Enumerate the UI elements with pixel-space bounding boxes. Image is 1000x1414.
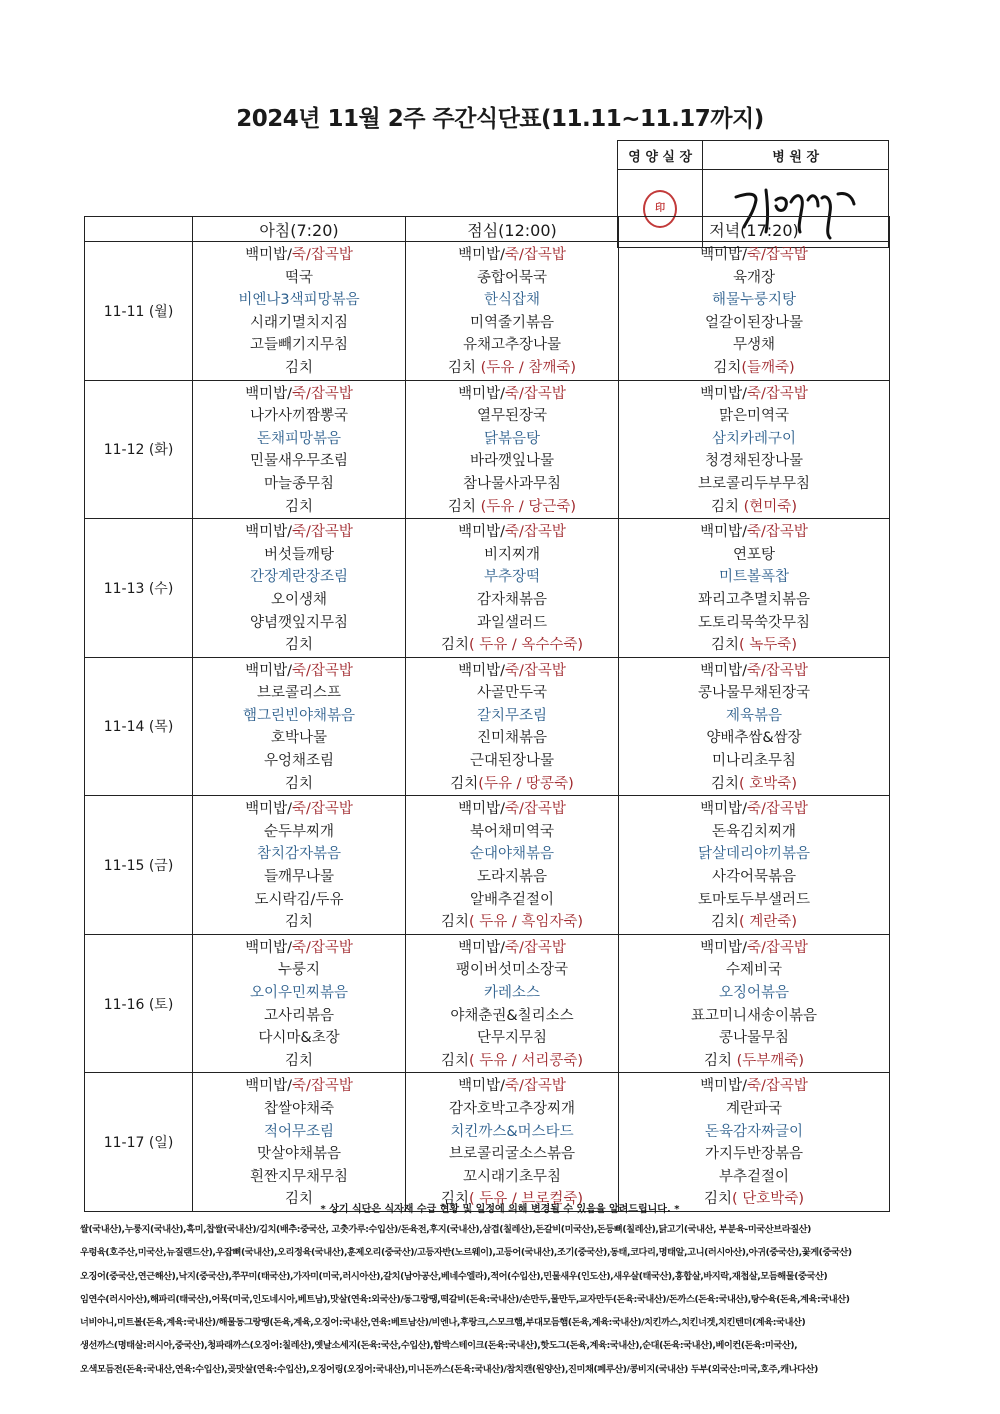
kimchi: 김치 — [704, 1191, 733, 1208]
kimchi: 김치 — [284, 775, 313, 792]
rice-main: 백미밥/ — [700, 524, 747, 541]
dish-item: 고사리볶음 — [263, 1007, 335, 1024]
dish-item: 나가사끼짬뽕국 — [249, 408, 349, 425]
porridge-option: ( 두유 / 흑임자죽) — [468, 914, 584, 931]
day-row — [85, 796, 890, 935]
rice-main: 백미밥/ — [700, 1078, 747, 1095]
dish-item: 도토리묵쑥갓무침 — [697, 614, 811, 631]
dish-item: 부추겉절이 — [718, 1168, 790, 1185]
dish-item: 시래기멸치지짐 — [249, 314, 349, 331]
day-row — [85, 1073, 890, 1212]
dish-item: 표고미니새송이볶음 — [690, 1007, 818, 1024]
dish-item: 양념깻잎지무침 — [249, 614, 349, 631]
dish-item: 민물새우무조림 — [249, 453, 349, 470]
rice-main: 백미밥/ — [700, 939, 747, 956]
rice-line — [619, 383, 889, 406]
rice-main: 백미밥/ — [245, 247, 292, 263]
dish-item: 맑은미역국 — [718, 408, 790, 425]
kimchi-line — [619, 911, 889, 934]
kimchi-line — [193, 357, 405, 380]
main-dish: 비엔나3색피망볶음 — [238, 292, 360, 309]
rice-alt: 죽/잡곡밥 — [504, 1078, 566, 1095]
dish-item: 야채춘권&칠리소스 — [450, 1007, 574, 1024]
breakfast-cell — [193, 796, 406, 935]
breakfast-cell — [193, 242, 406, 381]
main-dish: 카레소스 — [483, 985, 541, 1001]
rice-alt: 죽/잡곡밥 — [746, 385, 808, 402]
breakfast-cell — [193, 934, 406, 1073]
rice-alt: 죽/잡곡밥 — [746, 801, 808, 818]
kimchi-line — [193, 1050, 405, 1073]
dish-item: 콩나물무침 — [718, 1030, 790, 1047]
porridge-option: (들깨죽) — [741, 359, 795, 376]
day-label: 11-12 (화) — [85, 380, 193, 519]
header-dinner: 저녁(17:20) — [619, 217, 890, 242]
rice-line — [619, 937, 889, 960]
breakfast-cell — [193, 1073, 406, 1212]
day-row — [85, 657, 890, 796]
origin-line: 임연수(러시아산),해파리(태국산),어묵(미국,인도네시아,베트남),맛살(연육:외국산)/동그랑땡,떡갈비(돈육:국내산)/손만두,물만두,교자만두(돈육:국내산)/돈까스(돈육:국내산),탕수육(돈육,계육:국내산) — [80, 1293, 850, 1305]
porridge-option: ( 두유 / 서리콩죽) — [468, 1052, 584, 1069]
porridge-option: (현미죽) — [743, 498, 797, 515]
main-dish: 적어무조림 — [263, 1123, 335, 1140]
kimchi-line — [193, 634, 405, 657]
header-lunch: 점심(12:00) — [406, 217, 619, 242]
dish-item: 콩나물무채된장국 — [697, 685, 811, 702]
porridge-option: (두유 / 땅콩죽) — [478, 775, 574, 792]
rice-main: 백미밥/ — [700, 801, 747, 818]
header-breakfast: 아침(7:20) — [193, 217, 406, 242]
dish-item: 브로콜리두부무침 — [697, 475, 811, 492]
kimchi-line — [193, 773, 405, 796]
kimchi-line — [619, 496, 889, 519]
porridge-option: (두유 / 당근죽) — [480, 498, 577, 515]
rice-main: 백미밥/ — [458, 1078, 505, 1095]
kimchi: 김치 — [711, 637, 740, 654]
dish-item: 양배추쌈&쌈장 — [706, 730, 802, 747]
day-label: 11-14 (목) — [85, 657, 193, 796]
seal-stamp: 印 — [643, 190, 677, 228]
main-dish: 해물누룽지탕 — [711, 292, 797, 309]
rice-line — [619, 1075, 889, 1098]
dish-item: 돈육김치찌개 — [711, 823, 797, 840]
kimchi: 김치 — [713, 359, 742, 376]
rice-line — [406, 521, 618, 544]
rice-main: 백미밥/ — [458, 524, 505, 541]
kimchi: 김치 — [284, 637, 313, 654]
rice-main: 백미밥/ — [458, 939, 505, 956]
rice-main: 백미밥/ — [700, 247, 747, 263]
main-dish: 순대야채볶음 — [469, 846, 555, 863]
rice-main: 백미밥/ — [458, 247, 505, 263]
rice-line — [406, 937, 618, 960]
dish-item: 근대된장나물 — [469, 753, 555, 770]
origin-line: 오색모듬전(돈육:국내산,연육:수입산),곶맛살(연육:수입산),오징어링(오징어:국내산),미니돈까스(돈육:국내산)/참치캔(원양산),진미채(페루산)/콩비지(국내산) 두부(외국산:미국,호주,캐나다산) — [80, 1363, 818, 1375]
day-row — [85, 380, 890, 519]
main-dish: 오이우민찌볶음 — [249, 985, 349, 1001]
dinner-cell — [619, 519, 890, 658]
kimchi-line — [193, 496, 405, 519]
lunch-cell — [406, 242, 619, 381]
rice-line — [406, 1075, 618, 1098]
rice-alt: 죽/잡곡밥 — [746, 247, 808, 263]
dish-item: 토마토두부샐러드 — [697, 891, 811, 908]
dish-item: 오이생채 — [270, 591, 328, 608]
rice-alt: 죽/잡곡밥 — [504, 524, 566, 541]
rice-main: 백미밥/ — [245, 801, 292, 818]
day-label: 11-13 (수) — [85, 519, 193, 658]
kimchi: 김치 — [704, 1052, 737, 1069]
day-label: 11-17 (일) — [85, 1073, 193, 1212]
kimchi-line — [619, 1050, 889, 1073]
kimchi: 김치 — [711, 498, 744, 515]
rice-line — [619, 244, 889, 267]
main-dish: 치킨까스&머스타드 — [450, 1123, 574, 1140]
dish-item: 유채고추장나물 — [462, 337, 562, 354]
day-label: 11-15 (금) — [85, 796, 193, 935]
kimchi-line — [406, 911, 618, 934]
rice-line — [619, 660, 889, 683]
porridge-option: (두부깨죽) — [736, 1052, 804, 1069]
dish-item: 사골만두국 — [476, 685, 548, 702]
day-row — [85, 519, 890, 658]
dish-item: 알배추겉절이 — [469, 891, 555, 908]
rice-alt: 죽/잡곡밥 — [291, 939, 353, 956]
dish-item: 누룽지 — [277, 962, 321, 979]
dish-item: 과일샐러드 — [476, 614, 548, 631]
kimchi: 김치 — [440, 1052, 469, 1069]
dinner-cell — [619, 1073, 890, 1212]
rice-alt: 죽/잡곡밥 — [291, 662, 353, 679]
dish-item: 다시마&초장 — [258, 1030, 340, 1047]
page-title: 2024년 11월 2주 주간식단표(11.11~11.17까지) — [236, 106, 764, 132]
dish-item: 도시락김/두유 — [254, 891, 344, 908]
rice-line — [193, 798, 405, 821]
rice-alt: 죽/잡곡밥 — [746, 939, 808, 956]
menu-body — [85, 242, 890, 1212]
lunch-cell — [406, 380, 619, 519]
change-notice: * 상기 식단은 식자재 수급 현황 및 일정에 의해 변경될 수 있음을 알려드립니다. * — [320, 1204, 680, 1215]
dish-item: 미역줄기볶음 — [469, 314, 555, 331]
kimchi: 김치 — [440, 1191, 469, 1208]
rice-main: 백미밥/ — [458, 801, 505, 818]
main-dish: 닭살데리야끼볶음 — [697, 846, 811, 863]
main-dish: 부추장떡 — [483, 569, 541, 586]
origin-line: 생선까스(명태살:러시아,중국산),청파래까스(오징어:칠레산),옛날소세지(돈육:국산,수입산),함박스테이크(돈육:국내산),핫도그(돈육,계육:국내산),순대(돈육:국내산),베이컨(돈육:미국산), — [80, 1340, 798, 1352]
rice-alt: 죽/잡곡밥 — [504, 662, 566, 679]
dish-item: 참나물사과무침 — [462, 475, 562, 492]
dish-item: 진미채볶음 — [476, 730, 548, 747]
dish-item: 수제비국 — [725, 962, 783, 979]
kimchi-line — [619, 773, 889, 796]
rice-alt: 죽/잡곡밥 — [746, 1078, 808, 1095]
main-dish: 햄그린빈야채볶음 — [242, 707, 356, 724]
nutrition-label: 영 양 실 장 — [618, 141, 703, 170]
kimchi: 김치 — [711, 914, 740, 931]
rice-alt: 죽/잡곡밥 — [504, 385, 566, 402]
kimchi: 김치 — [450, 775, 479, 792]
rice-alt: 죽/잡곡밥 — [746, 662, 808, 679]
porridge-option: ( 호박죽) — [739, 775, 797, 792]
origin-line: 너비아니,미트볼(돈육,계육:국내산)/해물동그랑땡(돈육,계육,오징어:국내산,연육:베트남산)/비엔나,후랑크,스모크햄,부대모듬햄(돈육,계육:국내산)/치킨까스,치킨너겟,치킨텐더(계육:국내산) — [80, 1317, 806, 1329]
porridge-option: ( 계란죽) — [739, 914, 797, 931]
dish-item: 브로콜리스프 — [256, 685, 342, 702]
main-dish: 삼치카레구이 — [711, 430, 797, 447]
origin-line: 우렁육(호주산,미국산,뉴질랜드산),우잡뼈(국내산),오리정육(국내산),훈제오리(중국산)/고등자반(노르웨이),고등어(국내산),조기(중국산),동태,코다리,명태알,고니(러시아산),아귀(중국산),꽃게(중국산) — [80, 1247, 852, 1259]
rice-main: 백미밥/ — [245, 524, 292, 541]
kimchi: 김치 — [284, 498, 313, 515]
breakfast-cell — [193, 380, 406, 519]
origin-line: 쌀(국내산),누룽지(국내산),흑미,찹쌀(국내산)/김치(배추:중국산, 고춧가루:수입산)/돈육전,후지(국내산),삼겹(칠레산),돈갈비(미국산),돈등뼈(칠레산),닭고기(국내산, 부분육-미국산브라질산) — [80, 1224, 811, 1235]
rice-alt: 죽/잡곡밥 — [504, 801, 566, 818]
breakfast-cell — [193, 657, 406, 796]
main-dish: 돈육감자짜글이 — [704, 1123, 804, 1140]
kimchi-line — [406, 634, 618, 657]
kimchi: 김치 — [284, 359, 313, 376]
dinner-cell — [619, 380, 890, 519]
lunch-cell — [406, 657, 619, 796]
dinner-cell — [619, 657, 890, 796]
kimchi: 김치 — [284, 914, 313, 931]
dish-item: 열무된장국 — [476, 408, 548, 425]
dish-item: 북어채미역국 — [469, 823, 555, 840]
header-row — [85, 217, 890, 242]
rice-main: 백미밥/ — [458, 385, 505, 402]
origin-info — [80, 1218, 910, 1381]
rice-main: 백미밥/ — [245, 662, 292, 679]
rice-line — [406, 383, 618, 406]
main-dish: 제육볶음 — [725, 707, 783, 724]
origin-line: 오징어(중국산,연근해산),낙지(중국산),쭈꾸미(태국산),가자미(미국,러시아산),갈치(남아공산,베네수엘라),적어(수입산),민물새우(인도산),새우살(태국산),홍합살,바지락,재첩살,모듬해물(중국산) — [80, 1270, 828, 1282]
rice-main: 백미밥/ — [458, 662, 505, 679]
main-dish: 갈치무조림 — [476, 707, 548, 724]
main-dish: 한식잡채 — [483, 292, 541, 309]
rice-line — [193, 521, 405, 544]
rice-line — [406, 660, 618, 683]
dish-item: 단무지무침 — [476, 1030, 548, 1047]
rice-line — [193, 383, 405, 406]
rice-main: 백미밥/ — [245, 1078, 292, 1095]
main-dish: 미트볼폭찹 — [718, 569, 790, 586]
dish-item: 호박나물 — [270, 730, 328, 747]
kimchi: 김치 — [447, 359, 481, 376]
lunch-cell — [406, 934, 619, 1073]
dish-item: 마늘종무침 — [263, 475, 335, 492]
dish-item: 떡국 — [284, 269, 313, 286]
rice-alt: 죽/잡곡밥 — [291, 1078, 353, 1095]
porridge-option: (두유 / 참깨죽) — [480, 359, 577, 376]
dish-item: 얼갈이된장나물 — [704, 314, 804, 331]
rice-main: 백미밥/ — [245, 939, 292, 956]
lunch-cell — [406, 796, 619, 935]
porridge-option: ( 녹두죽) — [739, 637, 797, 654]
rice-line — [193, 1075, 405, 1098]
kimchi: 김치 — [284, 1052, 313, 1069]
porridge-option: ( 단호박죽) — [732, 1191, 804, 1208]
director-label: 병 원 장 — [703, 141, 889, 170]
rice-line — [193, 937, 405, 960]
rice-main: 백미밥/ — [245, 385, 292, 402]
weekly-menu-table — [84, 216, 890, 1212]
main-dish: 오징어볶음 — [718, 985, 790, 1001]
dish-item: 꼬시래기초무침 — [462, 1168, 562, 1185]
rice-alt: 죽/잡곡밥 — [504, 939, 566, 956]
kimchi: 김치 — [440, 914, 469, 931]
dinner-cell — [619, 934, 890, 1073]
dish-item: 꽈리고추멸치볶음 — [697, 591, 811, 608]
day-label: 11-11 (월) — [85, 242, 193, 381]
day-row — [85, 242, 890, 381]
header-corner — [85, 217, 193, 242]
kimchi-line — [406, 773, 618, 796]
kimchi-line — [406, 1050, 618, 1073]
dish-item: 종합어묵국 — [476, 269, 548, 286]
dish-item: 미나리초무침 — [711, 753, 797, 770]
dish-item: 육개장 — [732, 269, 776, 286]
dish-item: 흰짠지무채무침 — [249, 1168, 349, 1185]
main-dish: 돈채피망볶음 — [256, 430, 342, 447]
kimchi: 김치 — [284, 1191, 313, 1208]
dinner-cell — [619, 242, 890, 381]
dish-item: 순두부찌개 — [263, 823, 335, 840]
kimchi-line — [406, 357, 618, 380]
rice-alt: 죽/잡곡밥 — [746, 524, 808, 541]
breakfast-cell — [193, 519, 406, 658]
dish-item: 고들빼기지무침 — [249, 337, 349, 354]
main-dish: 닭볶음탕 — [483, 430, 541, 447]
main-dish: 간장계란장조림 — [249, 569, 349, 586]
kimchi-line — [619, 634, 889, 657]
rice-line — [406, 798, 618, 821]
lunch-cell — [406, 519, 619, 658]
kimchi: 김치 — [440, 637, 469, 654]
dish-item: 가지두반장볶음 — [704, 1146, 804, 1163]
kimchi-line — [193, 911, 405, 934]
dish-item: 우엉채조림 — [263, 753, 335, 770]
dish-item: 연포탕 — [732, 546, 776, 563]
rice-line — [193, 660, 405, 683]
main-dish: 참치감자볶음 — [256, 846, 342, 863]
rice-main: 백미밥/ — [700, 662, 747, 679]
dish-item: 감자호박고추장찌개 — [448, 1100, 576, 1117]
rice-line — [619, 798, 889, 821]
dish-item: 청경채된장나물 — [704, 453, 804, 470]
dish-item: 버섯들깨탕 — [263, 546, 335, 563]
rice-line — [406, 244, 618, 267]
rice-alt: 죽/잡곡밥 — [291, 247, 353, 263]
day-row — [85, 934, 890, 1073]
rice-alt: 죽/잡곡밥 — [291, 385, 353, 402]
rice-alt: 죽/잡곡밥 — [291, 524, 353, 541]
dish-item: 비지찌개 — [483, 546, 541, 563]
dish-item: 찹쌀야채죽 — [263, 1100, 335, 1117]
kimchi: 김치 — [447, 498, 481, 515]
dish-item: 맛살야채볶음 — [256, 1146, 342, 1163]
porridge-option: ( 두유 / 옥수수죽) — [468, 637, 584, 654]
kimchi: 김치 — [711, 775, 740, 792]
rice-alt: 죽/잡곡밥 — [504, 247, 566, 263]
dish-item: 브로콜리굴소스볶음 — [448, 1146, 576, 1163]
rice-line — [193, 244, 405, 267]
kimchi-line — [406, 496, 618, 519]
rice-alt: 죽/잡곡밥 — [291, 801, 353, 818]
lunch-cell — [406, 1073, 619, 1212]
dish-item: 감자채볶음 — [476, 591, 548, 608]
dish-item: 도라지볶음 — [476, 869, 548, 886]
porridge-option: ( 두유 / 브로컬죽) — [468, 1191, 584, 1208]
dish-item: 바라깻잎나물 — [469, 453, 555, 470]
day-label: 11-16 (토) — [85, 934, 193, 1073]
rice-line — [619, 521, 889, 544]
dish-item: 팽이버섯미소장국 — [455, 962, 569, 979]
kimchi-line — [619, 357, 889, 380]
rice-main: 백미밥/ — [700, 385, 747, 402]
dish-item: 무생채 — [732, 337, 776, 354]
dish-item: 계란파국 — [725, 1100, 783, 1117]
dish-item: 들깨무나물 — [263, 869, 335, 886]
dinner-cell — [619, 796, 890, 935]
dish-item: 사각어묵볶음 — [711, 869, 797, 886]
